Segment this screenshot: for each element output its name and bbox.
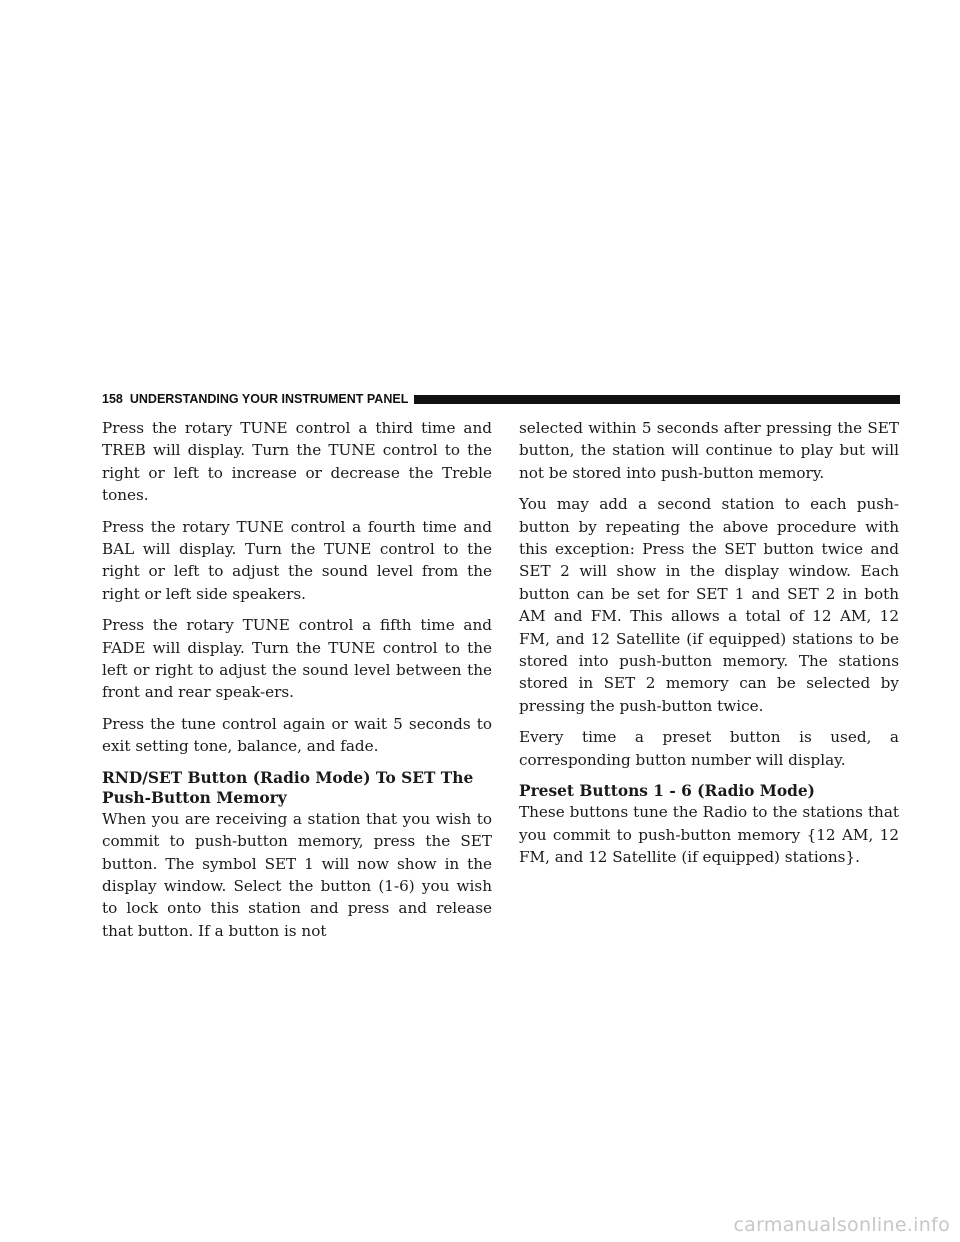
heading-rnd-set: RND/SET Button (Radio Mode) To SET The Push-Button Memory [102, 768, 474, 807]
paragraph-preset-buttons: These buttons tune the Radio to the stations that you commit to push-button memory {12 AM, 12 FM, and 12 Satellite (if equipped) stations}. [519, 803, 899, 866]
page-header [102, 390, 900, 408]
left-column [102, 417, 492, 951]
paragraph-set-memory: When you are receiving a station that you wish to commit to push-button memory, press the SET button. The symbol SET 1 will now show in the display window. Select the button (1-6) you wish to lock onto this station and press and release that button. If a button is not [102, 809, 492, 940]
paragraph-second-station: You may add a second station to each push-button by repeating the above procedure with this exception: Press the SET button twice and SET 2 will show in the display window. Each button can be set for SET 1 and SET 2 in both AM and FM. This allows a total of 12 AM, 12 FM, and 12 Satellite (if equipped) stations to be stored into push-button memory. The stations stored in SET 2 memory can be selected by pressing the push-button twice. [519, 495, 899, 715]
paragraph-preset-display: Every time a preset button is used, a corresponding button number will display. [519, 728, 899, 769]
paragraph-exit: Press the tune control again or wait 5 seconds to exit setting tone, balance, and fade. [102, 714, 492, 756]
right-column [519, 417, 899, 877]
paragraph-treble: Press the rotary TUNE control a third time and TREB will display. Turn the TUNE control to the right or left to increase or decrease the Treble tones. [102, 419, 492, 505]
heading-preset-buttons: Preset Buttons 1 - 6 (Radio Mode) [519, 782, 815, 801]
page-number: 158 [102, 392, 123, 406]
paragraph-set-continued: selected within 5 seconds after pressing the SET button, the station will continue to play but will not be stored into push-button memory. [519, 419, 899, 482]
section-title: UNDERSTANDING YOUR INSTRUMENT PANEL [129, 392, 409, 406]
header-rule [414, 395, 900, 404]
paragraph-fade: Press the rotary TUNE control a fifth time and FADE will display. Turn the TUNE control to the left or right to adjust the sound level between the front and rear speak-ers. [102, 616, 492, 702]
paragraph-balance: Press the rotary TUNE control a fourth time and BAL will display. Turn the TUNE control to the right or left to adjust the sound level from the right or left side speakers. [102, 517, 492, 603]
watermark-text: carmanualsonline.info [733, 1214, 950, 1236]
